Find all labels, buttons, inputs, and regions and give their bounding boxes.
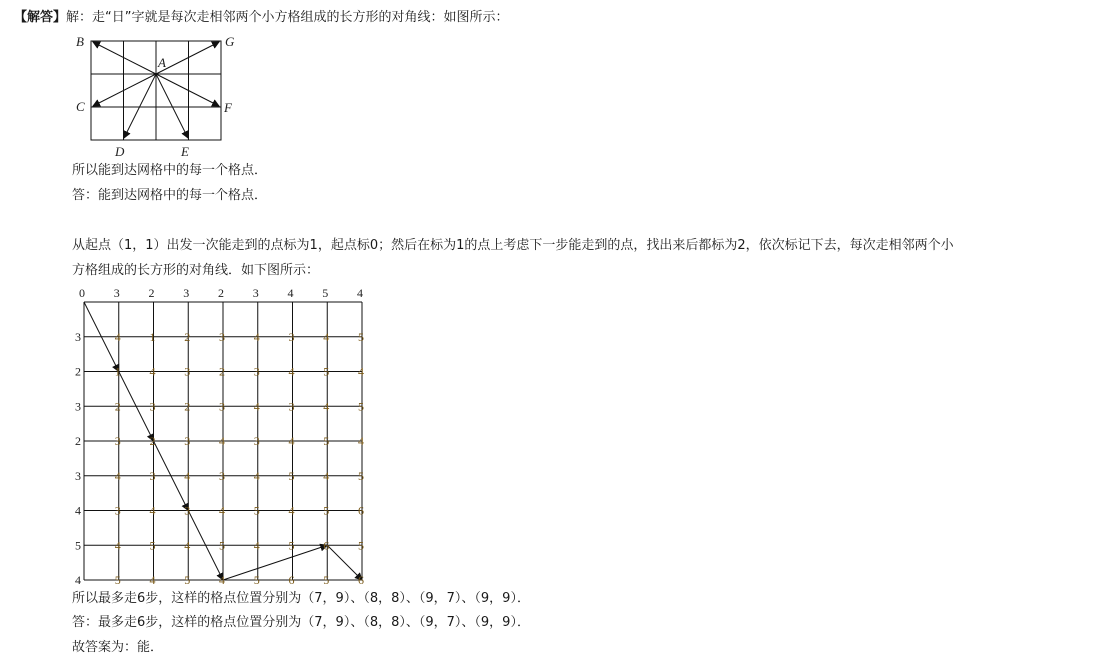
grid-number: 3 — [184, 364, 191, 379]
grid-number: 3 — [219, 399, 225, 414]
arrow-to-c — [93, 74, 156, 106]
grid-number: 4 — [184, 468, 191, 483]
label-c: C — [76, 99, 85, 114]
paragraph-2-line-1: 从起点（1，1）出发一次能走到的点标为1，起点标0；然后在标为1的点上考虑下一步能走到的点，找出来后都标为2，依次标记下去，每次走相邻两个小 — [72, 238, 954, 253]
grid-number: 2 — [75, 364, 81, 379]
grid-number: 5 — [253, 503, 260, 518]
grid-number: 2 — [114, 399, 121, 414]
grid-number: 3 — [113, 286, 120, 300]
grid-number: 3 — [288, 329, 295, 344]
grid-number: 0 — [79, 286, 85, 300]
grid-number: 4 — [149, 503, 156, 518]
grid-number: 4 — [323, 399, 330, 414]
grid-number: 4 — [357, 286, 363, 300]
grid-number: 3 — [219, 468, 225, 483]
grid-number: 5 — [358, 538, 364, 553]
grid-number: 3 — [183, 286, 190, 300]
grid-number: 4 — [219, 434, 225, 448]
grid-number: 2 — [148, 286, 155, 300]
grid-number: 2 — [218, 286, 224, 300]
grid-number: 4 — [114, 468, 121, 483]
grid-number: 4 — [114, 538, 121, 553]
grid-number: 4 — [288, 503, 295, 518]
grid-number: 3 — [253, 364, 260, 379]
grid-number: 4 — [323, 329, 330, 344]
grid-number: 5 — [114, 573, 121, 587]
label-e: E — [181, 144, 189, 159]
label-b: B — [76, 34, 84, 49]
label-f: F — [224, 100, 232, 115]
grid-number: 4 — [219, 503, 225, 518]
grid-number: 2 — [75, 434, 81, 448]
grid-number: 4 — [253, 329, 260, 344]
grid-number: 4 — [288, 364, 295, 379]
path-arrow — [327, 545, 362, 580]
solution-label: 【解答】 — [14, 10, 67, 25]
paragraph-2-line-2: 方格组成的长方形的对角线．如下图所示： — [72, 263, 320, 278]
grid-number: 4 — [149, 573, 156, 587]
answer-2: 答：最多走6步，这样的格点位置分别为（7，9）、（8，8）、（9，7）、（9，9）． — [72, 615, 530, 630]
grid-number: 4 — [184, 538, 191, 553]
grid-number: 4 — [219, 573, 225, 587]
grid-number: 4 — [288, 434, 295, 448]
grid-number: 4 — [114, 329, 121, 344]
arrow-to-f — [156, 74, 219, 106]
grid-number: 5 — [288, 538, 295, 553]
label-g: G — [225, 34, 235, 49]
grid-number: 5 — [323, 434, 330, 448]
grid-number: 4 — [253, 399, 260, 414]
grid-number: 2 — [149, 434, 156, 448]
grid-number: 3 — [75, 468, 81, 483]
arrow-to-e — [156, 74, 188, 138]
grid-number: 2 — [184, 329, 191, 344]
grid-number: 2 — [219, 364, 225, 379]
grid-number: 6 — [358, 573, 364, 587]
arrow-to-d — [124, 74, 156, 138]
grid-number: 4 — [287, 286, 294, 300]
grid-number: 5 — [184, 573, 191, 587]
grid-number: 3 — [184, 503, 191, 518]
grid-number: 4 — [253, 538, 260, 553]
label-a: A — [158, 55, 166, 70]
label-d: D — [115, 144, 125, 159]
grid-number: 3 — [253, 434, 260, 448]
solution-intro: 解：走“日”字就是每次走相邻两个小方格组成的长方形的对角线：如图所示： — [66, 10, 509, 25]
answer-1: 答：能到达网格中的每一个格点． — [72, 188, 268, 203]
grid-number: 3 — [219, 329, 225, 344]
grid-number: 4 — [149, 364, 156, 379]
grid-number: 4 — [323, 468, 330, 483]
grid-number: 5 — [358, 329, 364, 344]
grid-number: 2 — [184, 399, 191, 414]
grid-number: 1 — [149, 329, 156, 344]
grid-number: 5 — [358, 468, 364, 483]
knight-move-figure — [70, 30, 250, 160]
grid-number: 3 — [75, 399, 81, 414]
conclusion-2: 所以最多走6步，这样的格点位置分别为（7，9）、（8，8）、（9，7）、（9，9）． — [72, 591, 530, 606]
solution-intro-line — [14, 9, 509, 27]
grid-number: 3 — [149, 399, 156, 414]
grid-number: 4 — [75, 573, 81, 587]
grid-number: 4 — [75, 503, 81, 518]
grid-number: 1 — [114, 364, 121, 379]
grid-number: 5 — [323, 503, 330, 518]
arrow-to-b — [93, 42, 156, 74]
grid-number: 3 — [149, 468, 156, 483]
grid-number: 5 — [358, 399, 364, 414]
grid-number: 3 — [288, 399, 295, 414]
grid-number: 5 — [149, 538, 156, 553]
grid-number: 6 — [323, 538, 330, 553]
conclusion-1: 所以能到达网格中的每一个格点． — [72, 163, 268, 178]
grid-number: 4 — [358, 434, 364, 448]
grid-number: 6 — [358, 503, 364, 518]
grid-number: 4 — [253, 468, 260, 483]
grid-number: 5 — [288, 468, 295, 483]
grid-number: 5 — [322, 286, 329, 300]
final-answer: 故答案为：能． — [72, 640, 164, 655]
grid-number: 5 — [219, 538, 225, 553]
grid-number: 5 — [323, 364, 330, 379]
grid-number: 3 — [75, 329, 81, 344]
grid-number: 5 — [253, 573, 260, 587]
grid-number: 3 — [252, 286, 259, 300]
step-grid-figure — [68, 284, 378, 589]
path-arrow — [223, 545, 327, 580]
grid-number: 4 — [358, 364, 364, 379]
grid-number: 5 — [323, 573, 330, 587]
grid-number: 3 — [114, 503, 121, 518]
grid-number: 3 — [184, 434, 191, 448]
grid-number: 6 — [288, 573, 295, 587]
grid-number: 3 — [114, 434, 121, 448]
grid-number: 5 — [75, 538, 81, 553]
